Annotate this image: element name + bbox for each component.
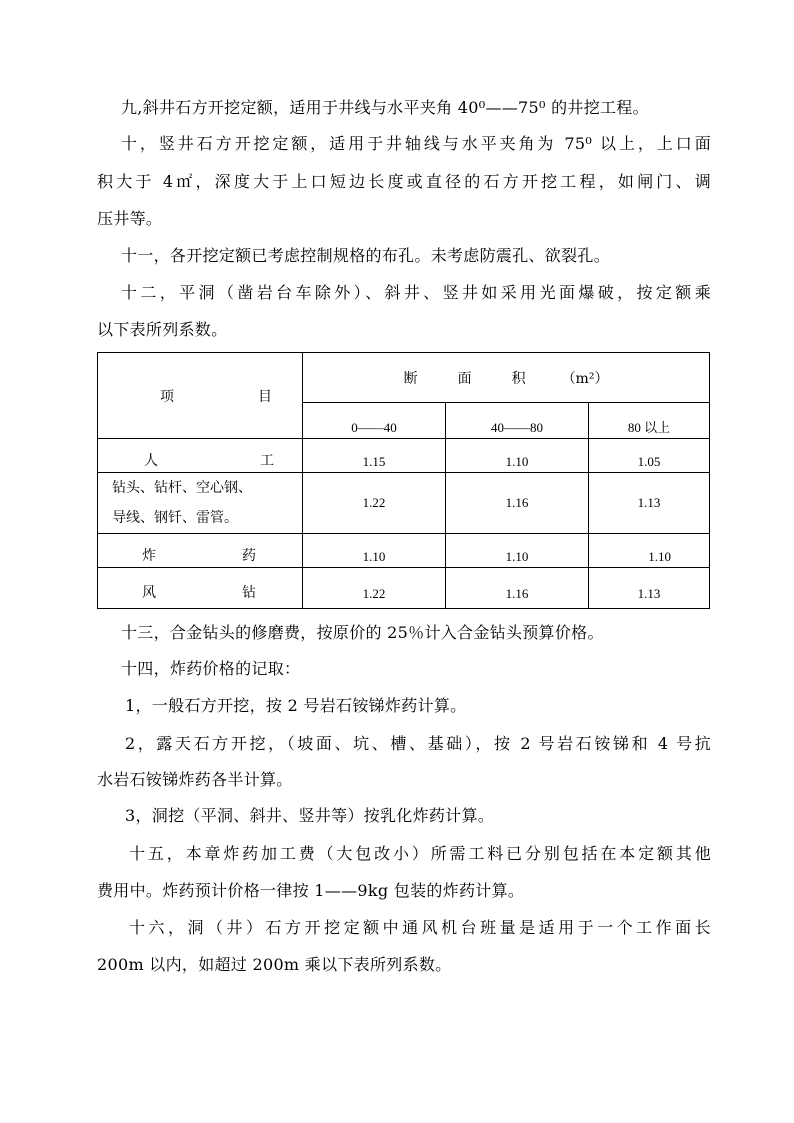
cell-value: 1.05 — [589, 439, 710, 473]
paragraph-12-line2: 以下表所列系数。 — [97, 320, 228, 339]
cell-value: 1.16 — [446, 473, 589, 534]
paragraph-15-line1: 十五，本章炸药加工费（大包改小）所需工料已分别包括在本定额其他 — [129, 844, 711, 863]
cell-value: 1.22 — [303, 473, 446, 534]
row-label-drill: 风 钻 — [98, 568, 303, 609]
row-label-tools: 钻头、钻杆、空心钢、 导线、钢钎、雷管。 — [98, 473, 303, 534]
table-row — [98, 439, 710, 473]
paragraph-13: 十三，合金钻头的修磨费，按原价的 25％计入合金钻头预算价格。 — [121, 623, 604, 642]
paragraph-14: 十四，炸药价格的记取： — [121, 659, 301, 678]
paragraph-9: 九,斜井石方开挖定额，适用于井线与水平夹角 40⁰——75⁰ 的井挖工程。 — [121, 98, 649, 117]
paragraph-15-line2: 费用中。炸药预计价格一律按 1——9kg 包装的炸药计算。 — [97, 881, 525, 900]
row-label-labor: 人 工 — [98, 439, 303, 473]
cell-value: 1.16 — [446, 568, 589, 609]
paragraph-14-item-3: 3，洞挖（平洞、斜井、竖井等）按乳化炸药计算。 — [125, 806, 495, 825]
paragraph-14-item-2-line2: 水岩石铵锑炸药各半计算。 — [97, 770, 293, 789]
paragraph-14-item-1: 1，一般石方开挖，按 2 号岩石铵锑炸药计算。 — [125, 696, 467, 715]
area-unit: （m²） — [561, 370, 609, 387]
paragraph-16-line2: 200m 以内，如超过 200m 乘以下表所列系数。 — [97, 955, 452, 974]
area-header: 断 面 积 （m²） — [303, 368, 709, 388]
cell-value: 1.22 — [303, 568, 446, 609]
item-header: 项 目 — [160, 388, 272, 405]
paragraph-10-line2: 积大于 4㎡，深度大于上口短边长度或直径的石方开挖工程，如闸门、调 — [97, 172, 711, 191]
paragraph-10-line1: 十，竖井石方开挖定额，适用于井轴线与水平夹角为 75⁰ 以上，上口面 — [121, 134, 711, 153]
cell-value: 1.10 — [303, 534, 446, 568]
cell-value: 1.13 — [589, 568, 710, 609]
cell-value: 1.10 — [589, 534, 710, 568]
table-row — [98, 568, 710, 609]
range-header-40-80: 40——80 — [446, 403, 589, 439]
area-header-cell — [303, 353, 710, 403]
table-row — [98, 473, 710, 534]
cell-value: 1.10 — [446, 534, 589, 568]
range-header-0-40: 0——40 — [303, 403, 446, 439]
cell-value: 1.13 — [589, 473, 710, 534]
range-header-80-plus: 80 以上 — [589, 403, 710, 439]
paragraph-14-item-2-line1: 2，露天石方开挖，（坡面、坑、槽、基础），按 2 号岩石铵锑和 4 号抗 — [125, 734, 711, 753]
table-row — [98, 534, 710, 568]
cell-value: 1.10 — [446, 439, 589, 473]
item-header-cell — [98, 353, 303, 439]
row-label-explosive: 炸 药 — [98, 534, 303, 568]
paragraph-10-line3: 压井等。 — [97, 209, 163, 228]
cell-value: 1.15 — [303, 439, 446, 473]
paragraph-16-line1: 十六，洞（井）石方开挖定额中通风机台班量是适用于一个工作面长 — [129, 918, 711, 937]
coefficient-table — [97, 352, 710, 609]
paragraph-12-line1: 十二，平洞（凿岩台车除外）、斜井、竖井如采用光面爆破，按定额乘 — [121, 283, 711, 302]
paragraph-11: 十一，各开挖定额已考虑控制规格的布孔。未考虑防震孔、欲裂孔。 — [121, 246, 611, 265]
